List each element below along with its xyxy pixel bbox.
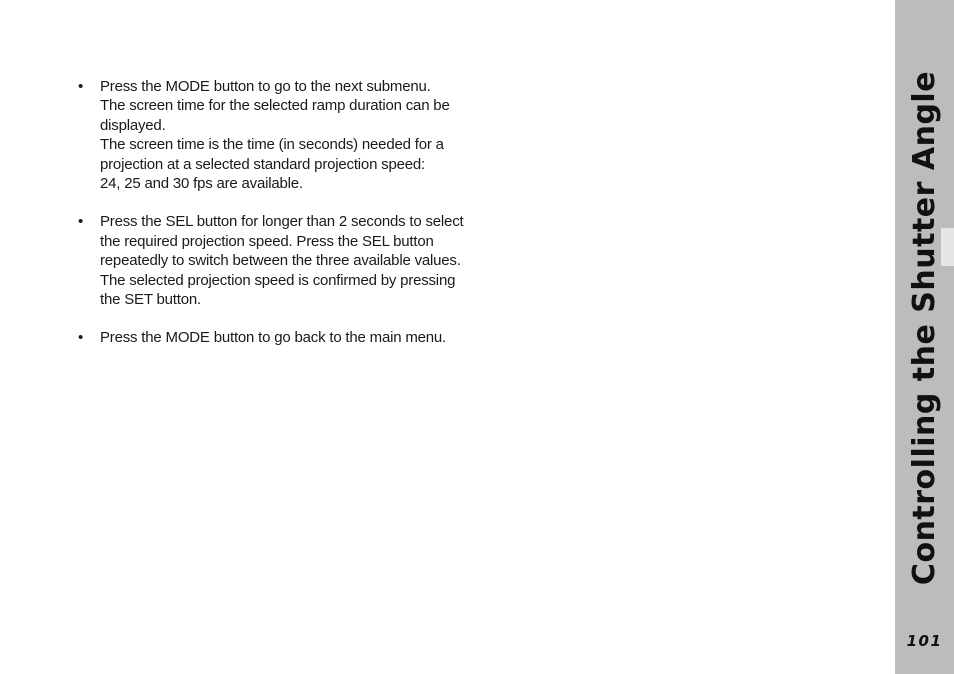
text-line: Press the MODE button to go back to the main menu. (100, 329, 447, 347)
text-line: repeatedly to switch between the three available values. (100, 252, 461, 270)
text-line: The screen time for the selected ramp duration can be (100, 97, 450, 115)
page-number: 101 (906, 632, 943, 650)
text-line: The selected projection speed is confirmed by pressing (100, 271, 456, 289)
text-line: the SET button. (100, 291, 201, 309)
bullet-dot: • (78, 329, 84, 347)
text-line: 24, 25 and 30 fps are available. (100, 175, 303, 193)
bullet-dot: • (78, 78, 84, 95)
text-line: the required projection speed. Press the SEL button (100, 232, 434, 250)
bullet-dot: • (78, 213, 84, 231)
bullet-item (78, 77, 478, 193)
text-line: Press the SEL button for longer than 2 seconds to select (100, 213, 464, 231)
bullet-item (78, 212, 478, 309)
text-line: displayed. (100, 116, 166, 134)
chapter-title: Controlling the Shutter Angle (907, 70, 942, 586)
text-line: Press the MODE button to go to the next submenu. (100, 78, 431, 95)
text-line: The screen time is the time (in seconds) needed for a (100, 136, 444, 154)
text-line: projection at a selected standard projection speed: (100, 155, 426, 173)
bullet-item (78, 328, 478, 347)
page-body (78, 77, 478, 367)
